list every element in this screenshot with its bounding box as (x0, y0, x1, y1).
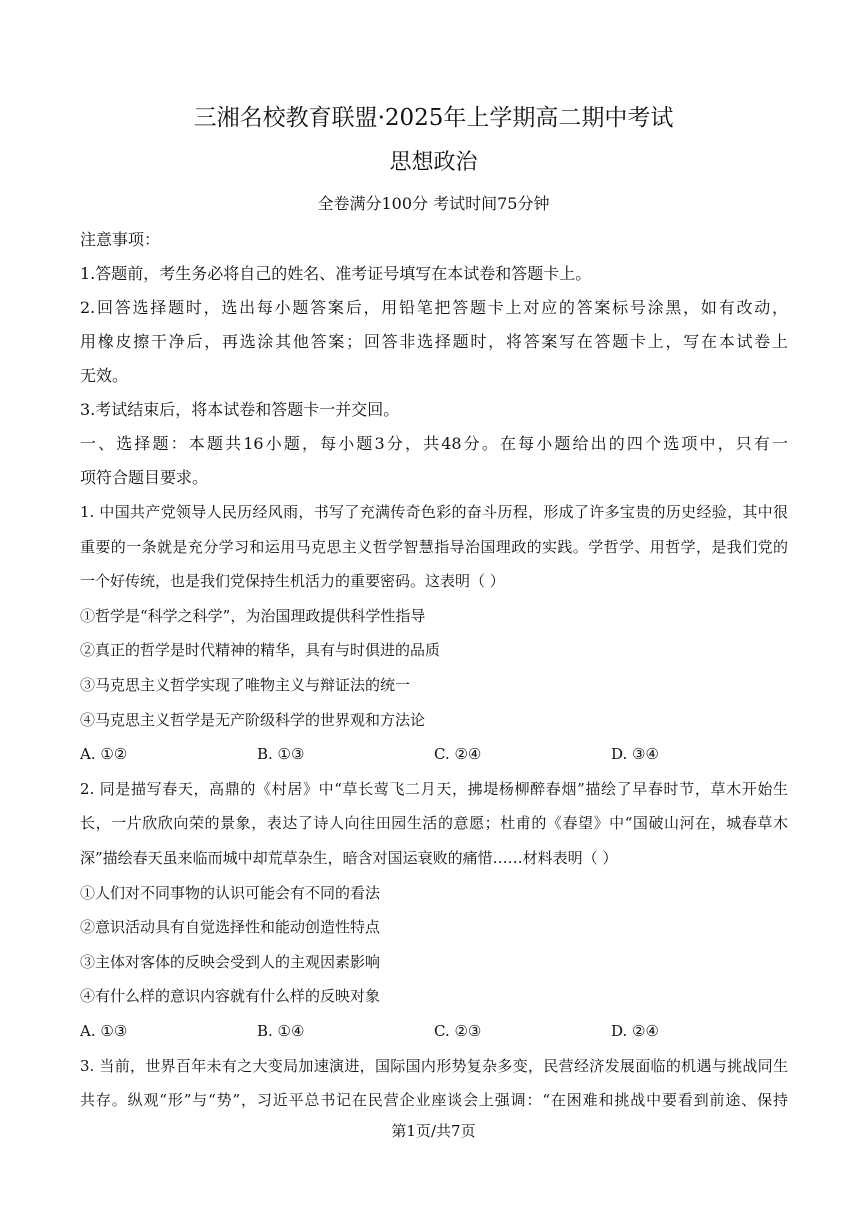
question-1-options (80, 737, 788, 772)
question-2-options (80, 1014, 788, 1049)
question-2-stem-line: 深”描绘春天虽来临而城中却荒草杂生，暗含对国运衰败的痛惜……材料表明（ ） (80, 848, 618, 867)
question-2-option-d: D. ②④ (611, 1021, 659, 1040)
question-2-option-b: B. ①④ (257, 1021, 305, 1040)
question-2 (80, 772, 788, 1049)
question-2-statement: ④有什么样的意识内容就有什么样的反映对象 (80, 987, 381, 1006)
notice-item-2-end: 无效。 (80, 366, 129, 385)
notice-item-2-cont: 用橡皮擦干净后，再选涂其他答案；回答非选择题时，将答案写在答题卡上，写在本试卷上 (80, 332, 788, 351)
question-3-stem-line: 共存。纵观“形”与“势”，习近平总书记在民营企业座谈会上强调：“在困难和挑战中要看到前途、保持 (80, 1091, 788, 1110)
exam-body (80, 223, 788, 1118)
question-2-option-c: C. ②③ (434, 1021, 482, 1040)
page-number: 第1页/共7页 (391, 1122, 476, 1140)
question-2-option-a: A. ①③ (80, 1021, 128, 1040)
question-1-option-c: C. ②④ (434, 745, 482, 764)
question-1-stem-line: 重要的一条就是充分学习和运用马克思主义哲学智慧指导治国理政的实践。学哲学、用哲学，是我们党的 (80, 537, 788, 556)
notice-item-3: 3.考试结束后，将本试卷和答题卡一并交回。 (80, 400, 400, 419)
notice-heading: 注意事项： (80, 230, 161, 249)
question-1-statement: ③马克思主义哲学实现了唯物主义与辩证法的统一 (80, 675, 411, 694)
question-1-statement: ①哲学是“科学之科学”，为治国理政提供科学性指导 (80, 606, 426, 625)
question-1-statement: ②真正的哲学是时代精神的精华，具有与时俱进的品质 (80, 641, 441, 660)
question-1-option-a: A. ①② (80, 745, 128, 764)
question-2-statement: ③主体对客体的反映会受到人的主观因素影响 (80, 952, 381, 971)
score-time-line: 全卷满分100分 考试时间75分钟 (317, 194, 550, 213)
question-3 (80, 1049, 788, 1118)
question-1-option-b: B. ①③ (257, 745, 305, 764)
question-2-stem-line: 2. 同是描写春天，高鼎的《村居》中“草长莺飞二月天，拂堤杨柳醉春烟”描绘了早春时节，草木开始生 (80, 779, 788, 798)
question-1-stem-line: 一个好传统，也是我们党保持生机活力的重要密码。这表明（ ） (80, 572, 505, 591)
notice-item-2: 2.回答选择题时，选出每小题答案后，用铅笔把答题卡上对应的答案标号涂黑，如有改动， (80, 298, 788, 317)
section-heading: 一、选择题：本题共16小题，每小题3分，共48分。在每小题给出的四个选项中，只有一 (80, 434, 788, 453)
notice-item-1: 1.答题前，考生务必将自己的姓名、准考证号填写在本试卷和答题卡上。 (80, 264, 592, 283)
question-1-stem-line: 1. 中国共产党领导人民历经风雨，书写了充满传奇色彩的奋斗历程，形成了许多宝贵的历史经验，其中很 (80, 503, 788, 521)
question-1 (80, 495, 788, 772)
question-1-option-d: D. ③④ (611, 745, 659, 764)
question-1-statement: ④马克思主义哲学是无产阶级科学的世界观和方法论 (80, 710, 426, 729)
exam-title: 三湘名校教育联盟·2025年上学期高二期中考试 (193, 105, 674, 131)
section-heading-cont: 项符合题目要求。 (80, 468, 209, 487)
question-2-stem-line: 长，一片欣欣向荣的景象，表达了诗人向往田园生活的意愿；杜甫的《春望》中“国破山河在，城春草木 (80, 814, 788, 833)
exam-subject: 思想政治 (389, 150, 478, 175)
question-2-statement: ①人们对不同事物的认识可能会有不同的看法 (80, 883, 381, 902)
question-3-stem-line: 3. 当前，世界百年未有之大变局加速演进，国际国内形势复杂多变，民营经济发展面临的机遇与挑战同生 (80, 1056, 788, 1075)
question-2-statement: ②意识活动具有自觉选择性和能动创造性特点 (80, 918, 381, 937)
